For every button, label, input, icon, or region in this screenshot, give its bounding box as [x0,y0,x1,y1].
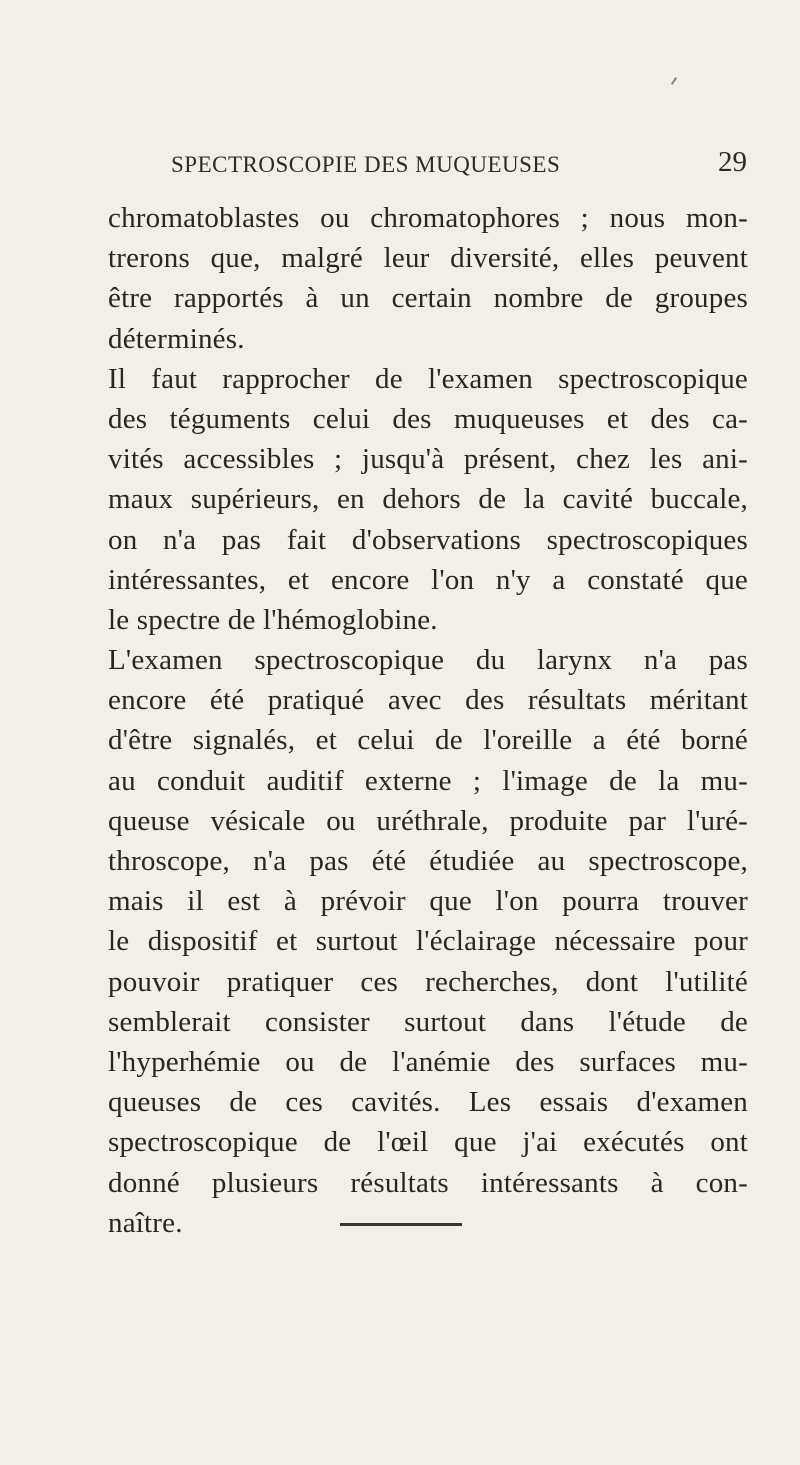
text-line: des téguments celui des muqueuses et des ca- [108,402,748,435]
text-line: L'examen spectroscopique du larynx n'a pas [108,644,748,677]
body-text [108,198,748,1243]
text-line: chromatoblastes ou chromatophores ; nous mon- [108,202,748,234]
running-title: SPECTROSCOPIE DES MUQUEUSES [171,152,561,177]
text-line: on n'a pas fait d'observations spectroscopiques [108,523,748,556]
text-line: d'être signalés, et celui de l'oreille a été borné [108,724,748,757]
text-line: intéressantes, et encore l'on n'y a constaté que [108,563,748,596]
text-line: encore été pratiqué avec des résultats méritant [108,684,748,717]
print-mark [671,77,677,85]
text-line: le dispositif et surtout l'éclairage nécessaire pour [108,925,748,958]
page-number: 29 [718,146,747,178]
end-rule [340,1223,462,1226]
text-line: queuse vésicale ou uréthrale, produite par l'uré- [108,804,748,837]
text-line: donné plusieurs résultats intéressants à con- [108,1166,748,1199]
text-line: mais il est à prévoir que l'on pourra trouver [108,885,748,918]
text-line: semblerait consister surtout dans l'étude de [108,1005,748,1038]
text-line: throscope, n'a pas été étudiée au spectroscope, [108,845,748,877]
text-line: queuses de ces cavités. Les essais d'examen [108,1086,748,1119]
text-line: trerons que, malgré leur diversité, elles peuvent [108,242,748,275]
text-line: déterminés. [108,322,245,355]
text-line: être rapportés à un certain nombre de groupes [108,282,748,315]
text-line: pouvoir pratiquer ces recherches, dont l'utilité [108,965,748,998]
text-line: l'hyperhémie ou de l'anémie des surfaces mu- [108,1045,748,1078]
text-line: spectroscopique de l'œil que j'ai exécutés ont [108,1126,748,1159]
text-line: Il faut rapprocher de l'examen spectroscopique [108,362,748,395]
running-head [171,146,747,186]
text-line: maux supérieurs, en dehors de la cavité buccale, [108,483,748,516]
text-line: le spectre de l'hémoglobine. [108,603,438,636]
text-line: vités accessibles ; jusqu'à présent, chez les ani- [108,443,748,476]
text-line: au conduit auditif externe ; l'image de la mu- [108,764,748,797]
text-line: naître. [108,1206,183,1239]
